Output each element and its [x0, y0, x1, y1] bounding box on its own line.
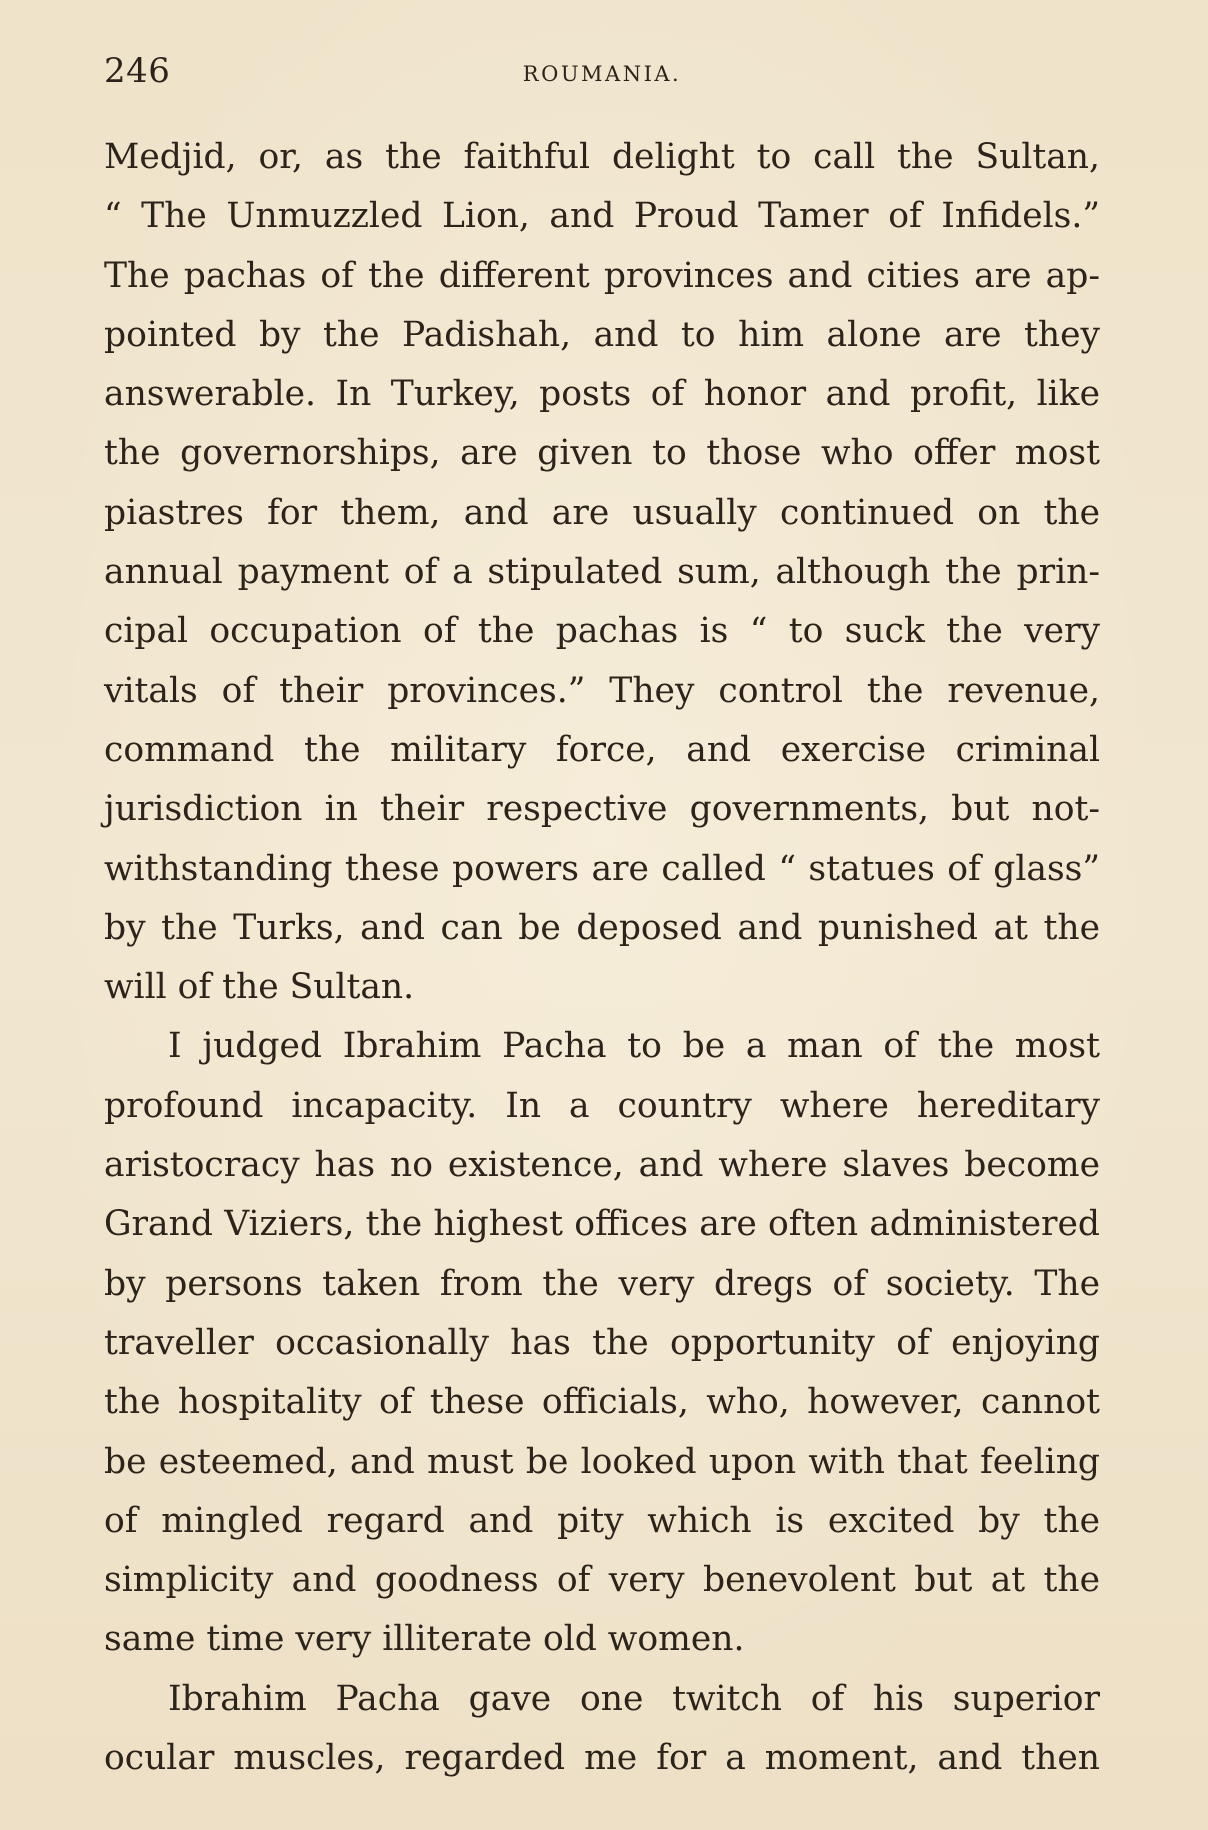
text-line: The pachas of the different provinces and cities are ap-	[104, 255, 1100, 296]
text-line: Ibrahim Pacha gave one twitch of his superior	[168, 1678, 1100, 1719]
text-line: vitals of their provinces.” They control the revenue,	[104, 670, 1100, 711]
page-header	[104, 46, 1100, 96]
body-text	[104, 128, 1100, 1788]
text-line: of mingled regard and pity which is excited by the	[104, 1500, 1100, 1541]
text-line: aristocracy has no existence, and where slaves become	[104, 1145, 1100, 1186]
text-line: will of the Sultan.	[104, 967, 415, 1008]
text-line: answerable. In Turkey, posts of honor and profit, like	[104, 374, 1100, 415]
text-line: be esteemed, and must be looked upon with that feeling	[104, 1441, 1100, 1482]
text-line: the hospitality of these officials, who, however, cannot	[104, 1382, 1100, 1423]
text-line: simplicity and goodness of very benevolent but at the	[104, 1560, 1100, 1601]
text-line: command the military force, and exercise criminal	[104, 729, 1100, 770]
text-line: by the Turks, and can be deposed and punished at the	[104, 907, 1100, 948]
text-line: withstanding these powers are called “ statues of glass”	[104, 848, 1100, 889]
text-line: “ The Unmuzzled Lion, and Proud Tamer of Infidels.”	[104, 196, 1100, 237]
text-line: piastres for them, and are usually continued on the	[104, 492, 1100, 533]
text-line: Medjid, or, as the faithful delight to call the Sultan,	[104, 137, 1100, 177]
text-line: pointed by the Padishah, and to him alone are they	[104, 314, 1100, 355]
text-line: profound incapacity. In a country where hereditary	[104, 1085, 1100, 1126]
text-line: cipal occupation of the pachas is “ to suck the very	[104, 611, 1100, 652]
text-line: by persons taken from the very dregs of society. The	[104, 1263, 1100, 1304]
text-line: Grand Viziers, the highest offices are often administered	[104, 1204, 1100, 1245]
text-line: annual payment of a stipulated sum, although the prin-	[104, 552, 1100, 593]
text-line: the governorships, are given to those who offer most	[104, 433, 1100, 474]
page-number: 246	[104, 51, 171, 91]
text-line: jurisdiction in their respective governments, but not-	[104, 789, 1100, 830]
text-line: ocular muscles, regarded me for a moment, and then	[104, 1738, 1100, 1779]
text-line: traveller occasionally has the opportunity of enjoying	[104, 1322, 1100, 1363]
text-line: same time very illiterate old women.	[104, 1619, 745, 1660]
text-line: I judged Ibrahim Pacha to be a man of the most	[168, 1026, 1100, 1067]
running-title: ROUMANIA.	[522, 62, 682, 86]
